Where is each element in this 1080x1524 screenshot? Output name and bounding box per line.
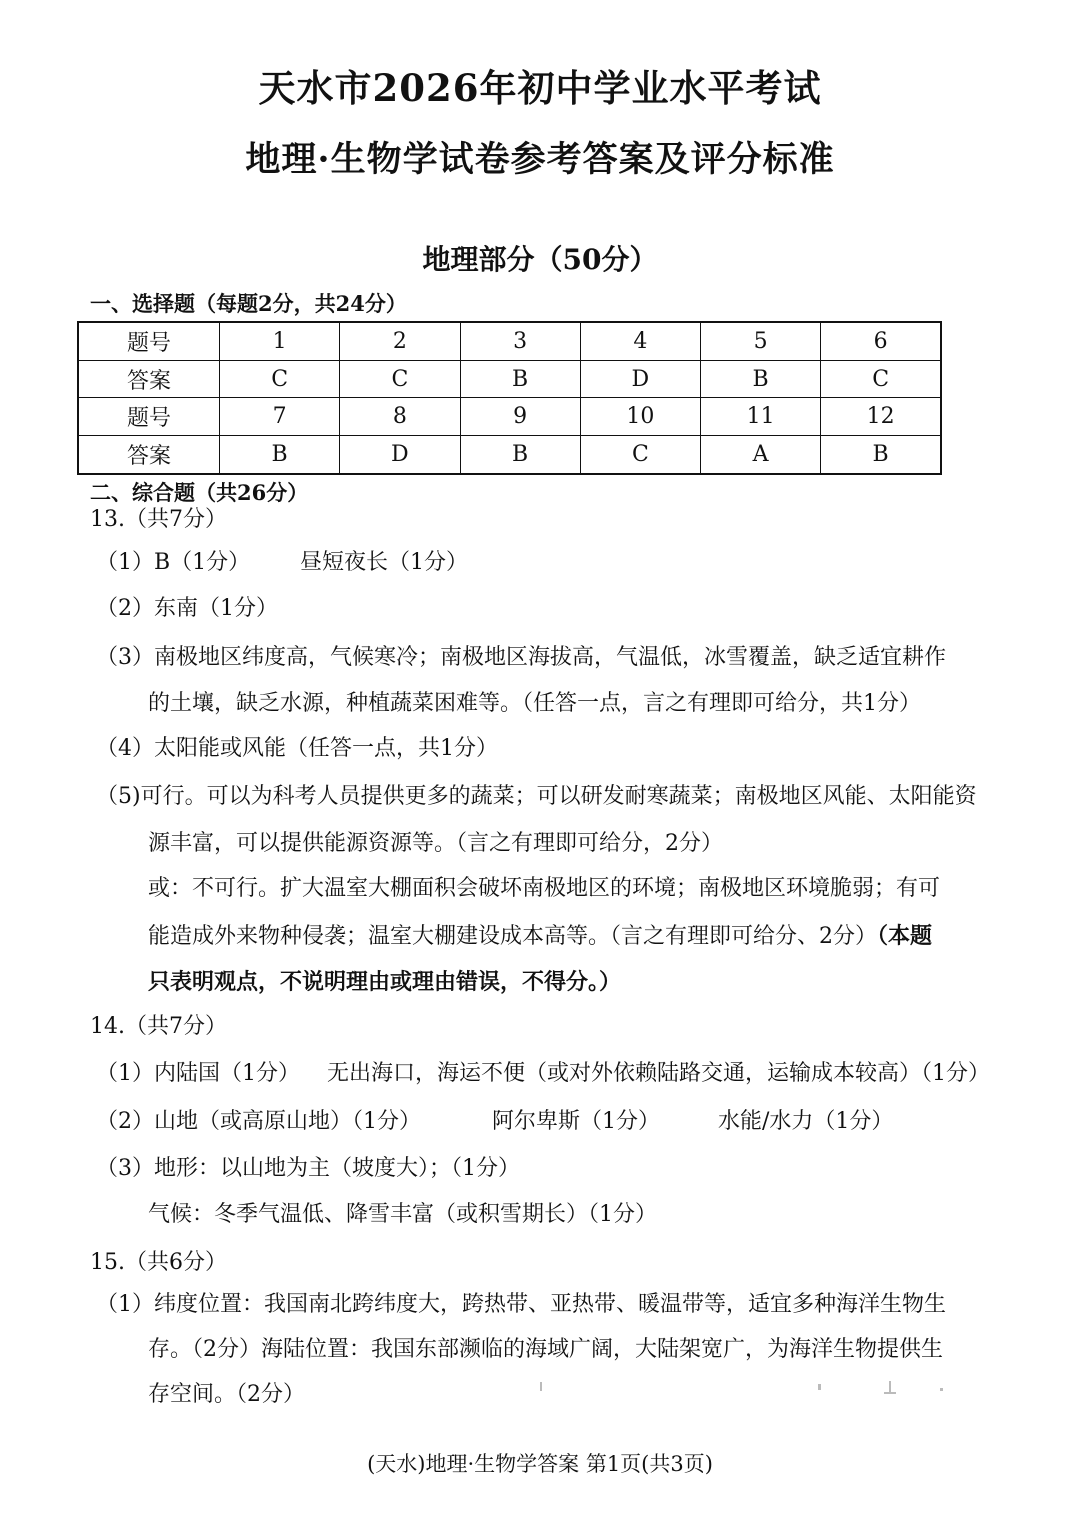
- scan-speck: [940, 1388, 943, 1391]
- multiple-choice-answer-table: [77, 321, 942, 475]
- q13-answer-3-line1: （3）南极地区纬度高，气候寒冷；南极地区海拔高，气温低，冰雪覆盖，缺乏适宜耕作: [96, 645, 946, 670]
- q13-answer-5-line3: 或：不可行。扩大温室大棚面积会破坏南极地区的环境；南极地区环境脆弱；有可: [148, 876, 941, 901]
- q15-answer-1-line1: （1）纬度位置：我国南北跨纬度大，跨热带、亚热带、暖温带等，适宜多种海洋生物生: [96, 1292, 946, 1317]
- q13-answer-3-line2: 的土壤，缺乏水源，种植蔬菜困难等。（任答一点，言之有理即可给分，共1分）: [148, 691, 921, 716]
- q14-answer-2c: 水能/水力（1分）: [718, 1109, 894, 1134]
- q13-answer-2: （2）东南（1分）: [96, 596, 278, 621]
- question-number: 5: [701, 322, 821, 360]
- table-row: [78, 398, 941, 436]
- question-number: 4: [580, 322, 700, 360]
- q13-heading: 13.（共7分）: [90, 507, 227, 532]
- q13-answer-5-line2: 源丰富，可以提供能源资源等。（言之有理即可给分，2分）: [148, 831, 723, 856]
- answer-cell: B: [220, 436, 340, 474]
- q14-answer-3b: 气候：冬季气温低、降雪丰富（或积雪期长）（1分）: [148, 1202, 657, 1227]
- page-footer: (天水)地理·生物学答案 第1页(共3页): [367, 1452, 713, 1476]
- row-label: 答案: [78, 436, 220, 474]
- question-number: 12: [821, 398, 941, 436]
- answer-cell: A: [701, 436, 821, 474]
- q14-answer-2: （2）山地（或高原山地）（1分）: [96, 1109, 421, 1134]
- row-label: 题号: [78, 398, 220, 436]
- answer-cell: B: [701, 360, 821, 398]
- answer-cell: B: [460, 436, 580, 474]
- answer-cell: C: [821, 360, 941, 398]
- document-title: 天水市2026年初中学业水平考试: [258, 66, 822, 110]
- q15-heading: 15.（共6分）: [90, 1250, 227, 1275]
- q15-answer-1-line2: 存。（2分）海陆位置：我国东部濒临的海域广阔，大陆架宽广，为海洋生物提供生: [148, 1337, 943, 1362]
- answer-cell: C: [340, 360, 460, 398]
- answer-cell: C: [580, 436, 700, 474]
- table-row: [78, 360, 941, 398]
- q13-answer-5-line4: [148, 921, 932, 952]
- section-title: 地理部分（50分）: [422, 243, 658, 276]
- q14-answer-1: （1）内陆国（1分）: [96, 1061, 300, 1086]
- question-number: 3: [460, 322, 580, 360]
- q14-heading: 14.（共7分）: [90, 1014, 227, 1039]
- row-label: 题号: [78, 322, 220, 360]
- scan-speck: [540, 1382, 542, 1391]
- question-number: 2: [340, 322, 460, 360]
- answer-cell: B: [460, 360, 580, 398]
- q13-note-start: （本题: [877, 923, 933, 949]
- answer-cell: D: [580, 360, 700, 398]
- answer-cell: D: [340, 436, 460, 474]
- part2-heading: 二、综合题（共26分）: [90, 480, 309, 505]
- question-number: 6: [821, 322, 941, 360]
- scan-speck: [884, 1392, 896, 1394]
- question-number: 11: [701, 398, 821, 436]
- part1-heading: 一、选择题（每题2分，共24分）: [90, 291, 407, 316]
- question-number: 7: [220, 398, 340, 436]
- question-number: 9: [460, 398, 580, 436]
- q15-answer-1-line3: 存空间。（2分）: [148, 1382, 305, 1407]
- q14-answer-1b: 无出海口，海运不便（或对外依赖陆路交通，运输成本较高）（1分）: [327, 1061, 990, 1086]
- q13-answer-5-line1: （5)可行。可以为科考人员提供更多的蔬菜；可以研发耐寒蔬菜；南极地区风能、太阳能资: [96, 784, 977, 809]
- answer-cell: B: [821, 436, 941, 474]
- q13-scoring-note: 只表明观点，不说明理由或理由错误，不得分。）: [148, 969, 622, 995]
- answer-cell: C: [220, 360, 340, 398]
- q14-answer-3: （3）地形：以山地为主（坡度大）；（1分）: [96, 1156, 520, 1181]
- q13-answer-1b: 昼短夜长（1分）: [300, 550, 468, 575]
- question-number: 10: [580, 398, 700, 436]
- question-number: 8: [340, 398, 460, 436]
- table-row: [78, 322, 941, 360]
- q14-answer-2b: 阿尔卑斯（1分）: [492, 1109, 660, 1134]
- table-row: [78, 436, 941, 474]
- q13-answer-5-line4-text: 能造成外来物种侵袭；温室大棚建设成本高等。（言之有理即可给分、2分）: [148, 924, 877, 949]
- row-label: 答案: [78, 360, 220, 398]
- document-subtitle: 地理·生物学试卷参考答案及评分标准: [245, 139, 835, 180]
- q13-answer-1: （1）B（1分）: [96, 550, 251, 575]
- scan-speck: [818, 1384, 821, 1390]
- q13-answer-4: （4）太阳能或风能（任答一点，共1分）: [96, 736, 498, 761]
- question-number: 1: [220, 322, 340, 360]
